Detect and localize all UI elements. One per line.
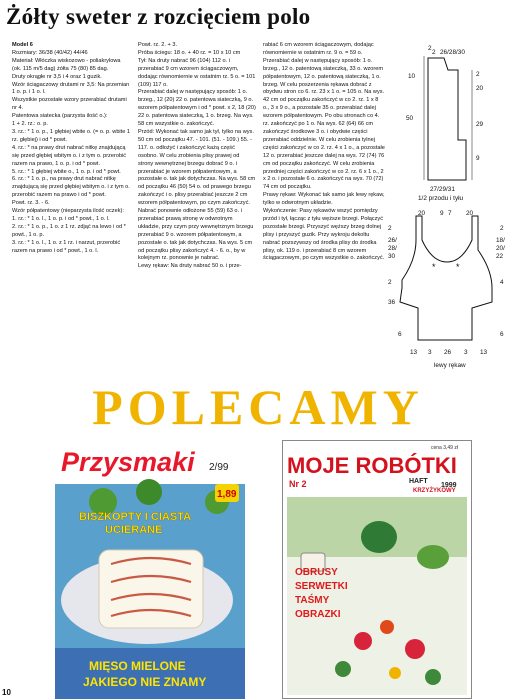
sleeve-label-top-b: 9 (440, 210, 444, 217)
robotki-item-3: TAŚMY (295, 595, 330, 606)
paragraph: Rozmiary: 36/38 (40/42) 44/46 (12, 49, 88, 56)
front-label-left-b: 50 (406, 115, 414, 122)
paragraph: Druty okrągłe nr 3,5 i 4 oraz 1 guzik. (12, 73, 102, 80)
robotki-number: Nr 2 (289, 479, 307, 489)
paragraph: Powt. rz. 2. + 3. (138, 42, 178, 48)
przysmaki-title: Przysmaki (61, 447, 195, 477)
sleeve-label-left-d: 30 (388, 253, 396, 260)
robotki-title: MOJE ROBÓTKI (287, 453, 457, 478)
front-label-right-a: 2 (476, 71, 480, 78)
paragraph: Próba ściegu: 18 o. + 40 rz. = 10 x 10 cm (138, 49, 241, 56)
front-label-right-b: 20 (476, 85, 484, 92)
sleeve-label-bottom-c: 26 (444, 349, 452, 356)
sleeve-label-right-a: 2 (500, 225, 504, 232)
paragraph: Wszystkie pozostałe wzory przerabiać drutami nr 4. (12, 97, 127, 112)
sleeve-label-left-e: 2 (388, 279, 392, 286)
paragraph: 4. rz.: * na prawy drut nabrać nitkę znajdującą się przed głębiej wbitym o. i z tym o. przerobić razem na prawo, 1 o. p. i od * powt. (12, 144, 127, 167)
paragraph: 5. rz.: * 1 głębiej wbite o., 1 o. p. i od * powt. (12, 168, 121, 175)
sleeve-label-right-b: 18/ (496, 237, 505, 244)
sleeve-label-left-b: 26/ (388, 237, 397, 244)
article-title: Żółty sweter z rozcięciem polo (6, 4, 311, 29)
paragraph: 1 + 2. rz.: o. p. (12, 121, 48, 128)
front-label-top-a: 2 (428, 45, 432, 52)
sleeve-caption: lewy rękaw (434, 362, 466, 369)
front-label-top-c: 26/28/30 (440, 49, 465, 56)
paragraph: Powt. rz. 3. - 6. (12, 200, 50, 207)
paragraph: Model 6 (12, 42, 33, 48)
przysmaki-footer-1: MIĘSO MIELONE (89, 659, 186, 673)
paragraph: 2. rz.: * 1 o. p., 1 o. z 1 rz. zdjąć na lewo i od * powt., 1 o. p. (12, 223, 126, 238)
front-label-right-d: 9 (476, 155, 480, 162)
sleeve-label-right-f: 6 (500, 331, 504, 338)
sleeve-label-bottom-b: 3 (428, 349, 432, 356)
robotki-item-1: OBRUSY (295, 567, 338, 578)
sleeve-label-left-g: 6 (398, 331, 402, 338)
paragraph: Wzór ściągaczowy drutami nr 3,5: Na przemian 1 o. p. i 1 o. l. (12, 81, 130, 96)
sleeve-label-bottom-e: 13 (480, 349, 488, 356)
sleeve-label-top-d: 20 (466, 210, 474, 217)
sleeve-label-right-d: 22 (496, 253, 504, 260)
sleeve-label-top-c: 7 (448, 210, 452, 217)
sleeve-label-left-c: 28/ (388, 245, 397, 252)
column-3 (263, 42, 385, 263)
paragraph: Wzór półpatentowy (nieparzysta ilość oczek): (12, 208, 124, 215)
sleeve-label-right-e: 4 (500, 279, 504, 286)
robotki-small: cena 3,49 zł (431, 445, 458, 451)
column-2 (138, 42, 256, 271)
robotki-year: 1999 (441, 482, 457, 489)
sleeve-label-bottom-a: 13 (410, 349, 418, 356)
paragraph: Patentowa siatecka (parzysta ilość o.): (12, 113, 108, 120)
front-label-top-b: 2 (432, 49, 436, 56)
paragraph: Lewy rękaw: Na druty nabrać 50 o. i prze- (138, 263, 242, 270)
paragraph: 1. rz.: * 1 o. l., 1 o. p. i od * powt., 1 o. l. (12, 215, 110, 222)
paragraph: Materiał: Włóczka wiskozowo - poliakrylowa (ok. 115 m/5 dag) żółta 75 (80) 85 dag. (12, 57, 121, 72)
paragraph: Prawy rękaw: Wykonać tak samo jak lewy rękaw, tylko w odwrotnym układzie. (263, 192, 385, 207)
paragraph: Przerabiać dalej w następujący sposób: 1 o. brzeg., 12 (20) 22 o. patentowa siateczką, 9 o. wzorem półpatentowym i od * powt. x 2, 18 (20) 22 o. patentowa siateczką, 1 o. brzeg. Na wys. 58 cm wszystkie o. zakończyć. (138, 89, 256, 128)
pattern-diagram (388, 40, 514, 370)
przysmaki-cover[interactable] (55, 440, 245, 699)
front-label-right-c: 29 (476, 121, 484, 128)
moje-robotki-cover[interactable] (282, 440, 472, 699)
front-label-left-a: 10 (408, 73, 416, 80)
sleeve-label-left-f: 36 (388, 299, 396, 306)
sleeve-diagram (400, 216, 492, 340)
paragraph: Przerabiać dalej w następujący sposób: 1 o. brzeg., 12 o. patentową siateczką, 33 o. wzorem półpatentowym, 12 o. patentową siateczką, 1 o. brzeg. W celu poszerzenia rękawa dobrać z obydwu stron co 6. rz. 23 x 1 o. = 105 o. Na wys. 42 cm od początku zakończyć w co 2. rz. 1 x 8 o., 3 x 9 o., a pozostałe 35 o. przerabiać dalej wzorem półpatentowym. Po obu stronach co 4. rz. zakończyć po 1 o. Na wys. 62 (64) 66 cm zakończyć środkowe 3 o. i obydwie części przerabiać oddzielnie. W celu zrobienia tylnej części zakończyć w co 2. rz. 4 x 1 o., a pozostałe 12 o. przerabiać jeszcze dalej na wys. 72 (74) 76 cm od początku zakończyć. W celu zrobienia przedniej części zakończyć w co 2. rz. 6 x 1 o., 2 x 2 o. i pozostałe 6 o. zakończyć na wys. 70 (72) 74 cm od początku. (263, 57, 385, 191)
paragraph: 3. rz.: * 1 o. l., 1 o. z 1 rz. i narzut, przerobić razem na prawo i od * powt., 1 o. l. (12, 239, 121, 254)
roulade-image (99, 550, 203, 628)
przysmaki-headline-2: UCIERANE (105, 524, 163, 536)
robotki-sub2: KRZYŻYKOWY (413, 488, 456, 494)
sleeve-star-right: * (456, 262, 460, 272)
front-caption: 1/2 przodu i tyłu (418, 195, 464, 202)
column-1 (12, 42, 130, 255)
sleeve-label-top-a: 20 (418, 210, 426, 217)
paragraph: Przód: Wykonać tak samo jak tył, tylko na wys. 50 cm od początku 47. - 101. (51. - 109.) 55. - 117. o. odłożyć i zakończyć każą część osobno. W celu zrobienia plisy prawej od strony wewnętrznej brzegu dobrać 9 o. i przerabiać je wzorem półpatentowym, a pozostałe o. tak jak dotychczas. Na wys. 58 cm od początku 46 (50) 54 o. od prawego brzegu zakończyć i o. plisy przerabiać jeszcze 2 cm wzorem półpatentowym, po czym zakończyć. Nabrać ponownie odłożone 55 (59) 63 o. i przerabiać prawą stronę w odwrotnym układzie, przy czym przy wewnętrznym brzegu przerabiać 9 o. wzorem półpatentowym, a pozostałe o. tak jak dotychczas. Na wys. 5 cm od początku plisy zakończyć 4. - 6. o., by w kolejnym rz. ponownie je nabrać. (138, 128, 256, 262)
przysmaki-issue: 2/99 (209, 462, 229, 473)
sleeve-star-left: * (432, 262, 436, 272)
polecamy-banner: POLECAMY (92, 379, 424, 435)
paragraph: 6. rz.: * 1 o. p., na prawy drut nabrać nitkę znajdującą się przed głębiej wbitym o. i z tym o. przerobić razem na prawo i od * powt. (12, 176, 130, 199)
price-text: 1,89 (217, 489, 237, 500)
paragraph: 3. rz.: * 1 o. p., 1 głębiej wbite o. (= o. p. wbite 1 rz. głębiej) i od * powt. (12, 128, 130, 143)
paragraph: rabiać 6 cm wzorem ściągaczowym, dodając równomiernie w ostatnim rz. 9 o. = 59 o. (263, 42, 374, 56)
paragraph: Wykończenie: Pasy rękawów wszyć pomiędzy przód i tył, łącząc z tyłu węższe brzegi. Połączyć pozostałe brzegi. Przyszyć węższy brzeg dolnej plisy i przyszyć guzik. Przy wykroju dekoltu nabrać pozszywszy od środka plisy do środka plisy, ok. 119 o. i przerabiać 8 cm wzorem ściągaczowym, po czym wszystkie o. zakończyć. (263, 208, 385, 262)
front-label-bottom: 27/29/31 (430, 186, 455, 193)
sleeve-label-left-a: 2 (388, 225, 392, 232)
sleeve-label-bottom-d: 3 (464, 349, 468, 356)
robotki-sub: HAFT (409, 478, 428, 485)
przysmaki-headline-1: BISZKOPTY I CIASTA (79, 511, 192, 523)
sleeve-label-right-c: 20/ (496, 245, 505, 252)
paragraph: Tył: Na druty nabrać 96 (104) 112 o. i przerabiać 9 cm wzorem ściągaczowym, dodając równomiernie w ostatnim rz. 5 o. = 101 (109) 117 o. (138, 57, 256, 88)
robotki-item-2: SERWETKI (295, 581, 348, 592)
robotki-item-4: OBRAZKI (295, 609, 341, 620)
page-number: 10 (2, 688, 11, 697)
przysmaki-footer-2: JAKIEGO NIE ZNAMY (83, 675, 207, 689)
front-back-diagram (424, 56, 472, 180)
